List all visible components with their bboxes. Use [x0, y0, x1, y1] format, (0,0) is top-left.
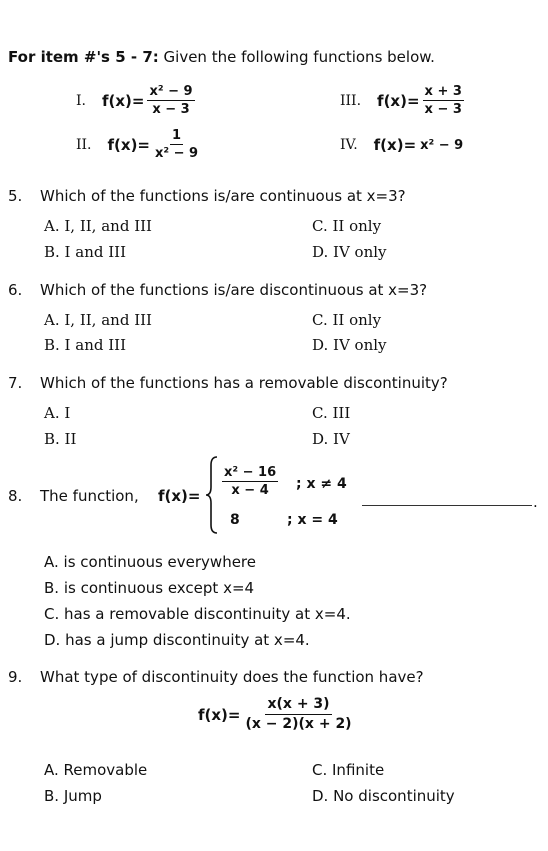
piecewise-lhs: f(x)=: [158, 487, 201, 505]
option-c[interactable]: C. Infinite: [312, 761, 385, 779]
answer-blank[interactable]: [362, 505, 532, 506]
option-c[interactable]: C. has a removable discontinuity at x=4.: [44, 605, 351, 623]
function-lhs: f(x)=: [377, 91, 420, 110]
roman-label: I.: [76, 92, 86, 109]
function-ii: [76, 128, 200, 161]
question-number: 8.: [8, 487, 23, 505]
fraction: [153, 128, 200, 161]
option-a[interactable]: A. Removable: [44, 761, 148, 779]
function-lhs: f(x)=: [101, 91, 145, 110]
case-2-value: 8: [230, 512, 240, 528]
option-b[interactable]: B. I and III: [44, 336, 127, 354]
question-text: The function,: [40, 487, 139, 505]
function-lhs: f(x)=: [373, 136, 417, 154]
case-2-condition: ; x = 4: [287, 512, 338, 528]
roman-label: III.: [340, 92, 362, 109]
option-d[interactable]: D. IV only: [312, 336, 387, 354]
fraction: [222, 465, 278, 498]
option-c[interactable]: C. II only: [312, 217, 382, 235]
denominator: x² − 9: [155, 146, 199, 161]
function-iv: [340, 136, 463, 154]
numerator: 1: [172, 128, 182, 143]
function-lhs: f(x)=: [107, 135, 150, 154]
question-9-formula: [198, 696, 354, 733]
question-text: Which of the functions is/are discontinuous at x=3?: [40, 281, 428, 299]
roman-label: IV.: [340, 137, 358, 153]
question-number: 6.: [8, 281, 23, 299]
option-a[interactable]: A. is continuous everywhere: [44, 553, 256, 571]
piecewise-case-1: [222, 461, 278, 498]
case-1-condition: ; x ≠ 4: [296, 476, 347, 492]
option-a[interactable]: A. I, II, and III: [44, 217, 152, 235]
denominator: x − 3: [424, 102, 462, 117]
numerator: x² − 16: [224, 465, 277, 480]
question-text: What type of discontinuity does the function have?: [40, 668, 424, 686]
question-5: [8, 187, 406, 205]
option-d[interactable]: D. No discontinuity: [312, 787, 455, 805]
function-iii: [340, 84, 464, 117]
option-d[interactable]: D. IV: [312, 430, 350, 448]
option-d[interactable]: D. has a jump discontinuity at x=4.: [44, 631, 310, 649]
option-b[interactable]: B. is continuous except x=4: [44, 579, 255, 597]
option-a[interactable]: A. I: [44, 404, 71, 422]
option-a[interactable]: A. I, II, and III: [44, 311, 152, 329]
numerator: x(x + 3): [265, 696, 331, 715]
fraction: [423, 84, 464, 117]
option-b[interactable]: B. I and III: [44, 243, 127, 261]
fraction: [147, 84, 194, 117]
numerator: x² − 9: [149, 84, 193, 99]
denominator: x − 4: [231, 483, 269, 498]
option-b[interactable]: B. II: [44, 430, 77, 448]
fraction: [243, 696, 353, 733]
denominator: (x − 2)(x + 2): [245, 716, 352, 732]
roman-label: II.: [76, 136, 92, 153]
header-text: Given the following functions below.: [158, 48, 435, 66]
option-c[interactable]: C. II only: [312, 311, 382, 329]
denominator: x − 3: [152, 102, 190, 117]
function-lhs: f(x)=: [198, 705, 241, 724]
trailing-period: .: [533, 493, 538, 511]
items-header: [8, 48, 435, 66]
question-9: [8, 668, 424, 686]
question-text: Which of the functions has a removable discontinuity?: [40, 374, 448, 392]
question-number: 7.: [8, 374, 23, 392]
question-text: Which of the functions is/are continuous at x=3?: [40, 187, 406, 205]
function-i: [76, 84, 195, 117]
curly-brace-icon: [205, 455, 219, 535]
function-expr: x² − 9: [420, 137, 464, 153]
question-number: 9.: [8, 668, 23, 686]
question-8: [8, 487, 139, 505]
option-b[interactable]: B. Jump: [44, 787, 102, 805]
option-c[interactable]: C. III: [312, 404, 351, 422]
question-7: [8, 374, 448, 392]
numerator: x + 3: [424, 84, 462, 99]
header-bold: For item #'s 5 - 7:: [8, 48, 159, 66]
question-6: [8, 281, 427, 299]
question-number: 5.: [8, 187, 23, 205]
option-d[interactable]: D. IV only: [312, 243, 387, 261]
